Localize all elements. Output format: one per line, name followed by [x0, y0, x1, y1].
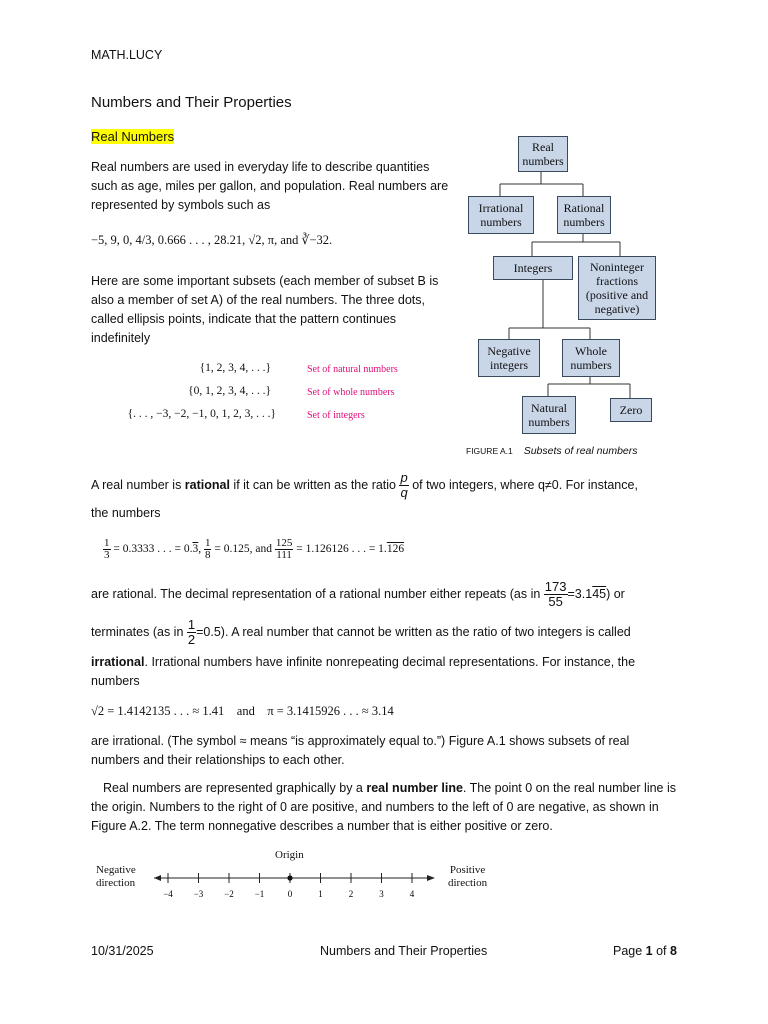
set-integers-label: Set of integers — [307, 410, 365, 421]
footer-date: 10/31/2025 — [91, 944, 154, 958]
fraction-p-q: $\frac{p}{q}$ — [400, 470, 408, 500]
set-whole-label: Set of whole numbers — [307, 387, 395, 398]
footer-title: Numbers and Their Properties — [320, 944, 488, 958]
example-fraction-1-3: $\frac{1}{3}$ — [104, 537, 110, 561]
tick-label: 1 — [318, 889, 323, 899]
example-3-repeat: 126 — [386, 543, 405, 556]
origin-point — [287, 875, 292, 880]
paragraph-irrational: irrational. Irrational numbers have infinite nonrepeating decimal representations. For instance, the numbers — [91, 655, 636, 688]
figure-a1-caption — [466, 445, 638, 457]
example-fraction-125-111: $\frac{125}{111}$ — [275, 537, 293, 561]
box-zero: Zero — [610, 398, 652, 422]
paragraph-subsets: Here are some important subsets (each member of subset B is also a member of set A) of the real numbers. The three dots, called ellipsis points, indicate that the pattern continues indefinitely — [91, 274, 439, 345]
example-1-value: = 0.3333 . . . = 0. — [113, 543, 193, 556]
set-whole: {0, 1, 2, 3, 4, . . .} — [188, 385, 271, 397]
paragraph-intro: Real numbers are used in everyday life to describe quantities such as age, miles per gallon, and population. Real numbers are represented by symbols such as — [91, 160, 449, 212]
paragraph-approx: are irrational. (The symbol ≈ means “is approximately equal to.”) Figure A.1 shows subsets of real numbers and their relationships to each other. — [91, 734, 630, 767]
tick-label: −1 — [254, 889, 265, 899]
figure-a1-text: Subsets of real numbers — [523, 445, 638, 457]
tick-label: 3 — [379, 889, 384, 899]
rational-def-mid: if it can be written as the ratio — [229, 477, 400, 492]
number-line — [150, 868, 440, 904]
example-3-value: = 1.126126 . . . = 1. — [296, 543, 387, 556]
set-natural-label: Set of natural numbers — [307, 364, 398, 375]
paragraph-number-line: Real numbers are represented graphically by a real number line. The point 0 on the real number line is the origin. Numbers to the right of 0 are positive, and numbers to the left of 0 are negative, as shown in Figure A.2. The term nonnegative describes a number that is either positive or zero. — [91, 781, 676, 833]
rational-def-pre: A real number is — [91, 477, 185, 492]
tick-label: −4 — [163, 889, 173, 899]
box-integers: Integers — [493, 256, 573, 280]
tick-label: −3 — [193, 889, 204, 899]
box-natural-numbers: Natural numbers — [522, 396, 576, 434]
set-natural: {1, 2, 3, 4, . . .} — [199, 362, 271, 374]
real-number-line-term: real number line — [366, 781, 463, 795]
irrational-examples: √2 = 1.4142135 . . . ≈ 1.41 and π = 3.1415926 . . . ≈ 3.14 — [91, 704, 394, 718]
tick-label: 2 — [348, 889, 354, 899]
example-2-value: = 0.125, and — [214, 543, 272, 556]
paragraph-repeats: are rational. The decimal representation of a rational number either repeats (as in $\frac{173}{55}$ =3.145) or — [91, 579, 625, 609]
site-header: MATH.LUCY — [91, 48, 163, 62]
tick-label: 0 — [287, 889, 293, 899]
box-noninteger-fractions: Noninteger fractions (positive and negative) — [578, 256, 656, 320]
example-1-repeat: 3 — [192, 543, 199, 556]
section-heading: Real Numbers — [91, 129, 175, 144]
tick-label: −2 — [224, 889, 234, 899]
example-fraction-1-8: $\frac{1}{8}$ — [204, 537, 211, 561]
example-numbers: −5, 9, 0, 4/3, 0.666 . . . , 28.21, √2, π, and ∛−32. — [91, 233, 333, 247]
negative-direction-label: Negative direction — [96, 864, 136, 889]
set-integers: {. . . , −3, −2, −1, 0, 1, 2, 3, . . .} — [127, 408, 276, 420]
origin-label: Origin — [275, 849, 304, 861]
rational-def-line2: the numbers — [91, 506, 161, 520]
page-title: Numbers and Their Properties — [91, 94, 292, 111]
tick-label: 4 — [409, 889, 415, 899]
positive-direction-label: Positive direction — [448, 864, 488, 889]
rational-examples: $\frac{1}{3}$ = 0.3333 . . . = 0.3, $\frac{1}{8}$ = 0.125, and $\frac{125}{111}$ = 1.126126 . . . = 1.126 — [104, 537, 405, 561]
figure-a1-label: FIGURE A.1 — [466, 446, 513, 456]
box-rational-numbers: Rational numbers — [557, 196, 611, 234]
box-irrational-numbers: Irrational numbers — [468, 196, 534, 234]
paragraph-terminates: terminates (as in $\frac{1}{2}$ =0.5). A real number that cannot be written as the ratio of two integers is called — [91, 617, 631, 647]
irrational-term: irrational — [91, 655, 145, 669]
box-real-numbers: Real numbers — [518, 136, 568, 172]
fraction-173-55: $\frac{173}{55}$ — [544, 579, 567, 609]
paragraph-rational-def — [91, 471, 691, 500]
box-negative-integers: Negative integers — [478, 339, 540, 377]
rational-term: rational — [184, 477, 230, 492]
box-whole-numbers: Whole numbers — [562, 339, 620, 377]
footer-page: Page 1 of 8 — [613, 944, 677, 958]
fraction-1-2: $\frac{1}{2}$ — [187, 617, 196, 647]
rational-def-post: of two integers, where q≠0. For instance, — [408, 477, 638, 492]
